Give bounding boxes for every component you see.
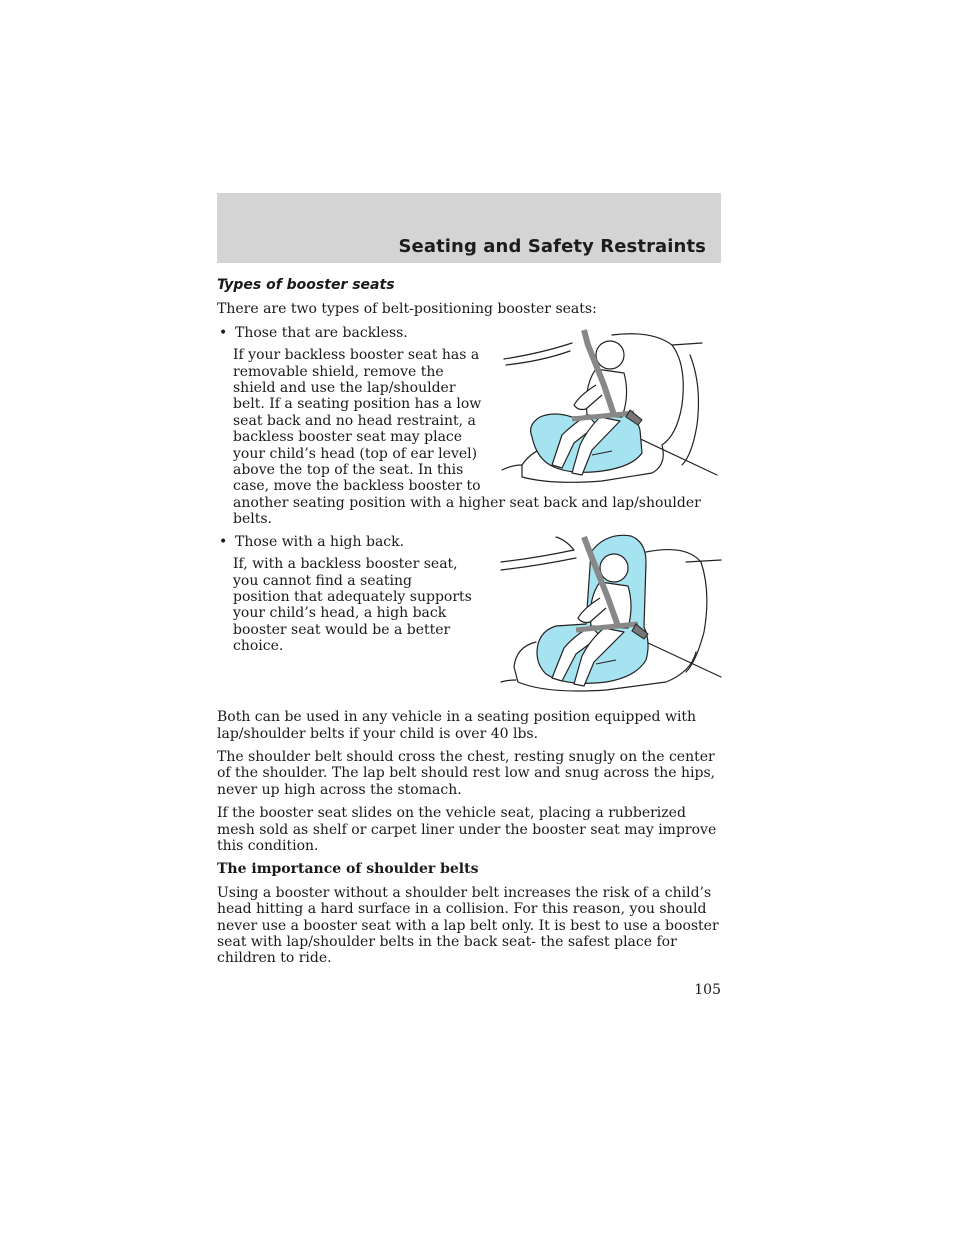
backless-booster-illustration [492, 325, 722, 485]
intro-paragraph: There are two types of belt-positioning booster seats: [217, 301, 597, 318]
page-number: 105 [694, 982, 721, 998]
paragraph-sliding-seat: If the booster seat slides on the vehicle seat, placing a rubberized mesh sold as shelf or carpet liner under the booster seat may improve this condition. [217, 805, 717, 854]
paragraph-belt-position: The shoulder belt should cross the chest, resting snugly on the center of the shoulder. The lap belt should rest low and snug across the hips, never up high across the stomach. [217, 748, 716, 798]
main-content [217, 277, 722, 974]
bullet-body-high-back [217, 556, 722, 697]
section-heading: Types of booster seats [217, 277, 395, 293]
subheading-shoulder-belts: The importance of shoulder belts [217, 861, 479, 878]
bullet-body-text: If, with a backless booster seat, you cannot find a seating position that adequately supports your child’s head, a high back booster seat would be a better choice. [233, 556, 472, 655]
bullet-dot: • [219, 324, 228, 341]
paragraph-vehicle-usage: Both can be used in any vehicle in a seating position equipped with lap/shoulder belts if your child is over 40 lbs. [217, 709, 697, 742]
header-band [217, 193, 721, 263]
bullet-body-text: If your backless booster seat has a removable shield, remove the shield and use the lap/shoulder belt. If a seating position has a low seat back and no head restraint, a backless booster seat may place your child’s head (top of ear level) above the top of the seat. In this case, move the backless booster to another seating position with a higher seat back and lap/shoulder belts. [233, 347, 701, 528]
bullet-label: Those with a high back. [235, 533, 405, 550]
paragraph-shoulder-belts: Using a booster without a shoulder belt increases the risk of a child’s head hitting a hard surface in a collision. For this reason, you should never use a booster seat with a lap belt only. It is best to use a booster seat with lap/shoulder belts in the back seat- the safest place for children to ride. [217, 884, 719, 967]
bullet-dot: • [219, 533, 228, 550]
high-back-booster-illustration [496, 532, 726, 697]
page-section-title: Seating and Safety Restraints [398, 236, 706, 257]
bullet-body-backless [217, 347, 722, 527]
bullet-label: Those that are backless. [235, 324, 408, 341]
